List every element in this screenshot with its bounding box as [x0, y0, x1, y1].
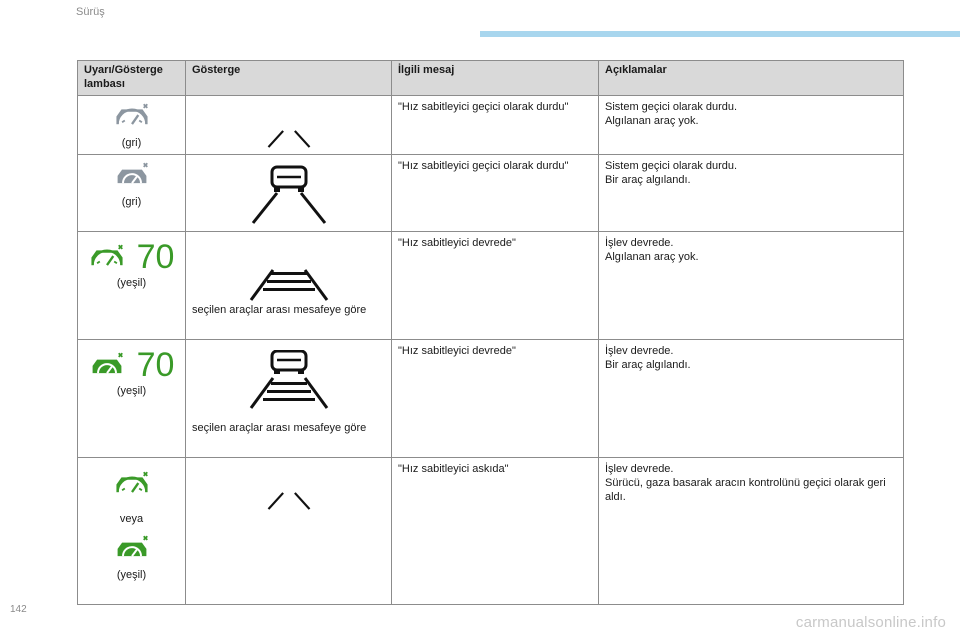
display-cell: [186, 458, 392, 605]
header-display: Gösterge: [186, 61, 392, 96]
table-row: [78, 232, 904, 340]
note-line: Bir araç algılandı.: [605, 359, 691, 371]
lamp-cell: [78, 340, 186, 458]
speed-value: 70: [136, 238, 175, 276]
table-row: [78, 340, 904, 458]
notes-cell: [599, 96, 904, 155]
message-cell: "Hız sabitleyici geçici olarak durdu": [392, 155, 599, 232]
table-row: [78, 155, 904, 232]
note-line: Sürücü, gaza basarak aracın kontrolünü geçici olarak geri aldı.: [605, 477, 886, 503]
lane-lines-icon: [239, 106, 339, 150]
notes-cell: [599, 458, 904, 605]
display-caption: seçilen araçlar arası mesafeye göre: [192, 422, 367, 434]
section-bar: [480, 31, 960, 37]
display-cell: [186, 96, 392, 155]
note-line: Sistem geçici olarak durdu.: [605, 101, 738, 113]
message-cell: "Hız sabitleyici geçici olarak durdu": [392, 96, 599, 155]
lamp-cell: [78, 96, 186, 155]
cruise-control-outline-icon: [114, 470, 150, 498]
lamp-caption: (yeşil): [116, 277, 147, 289]
lamp-caption: (yeşil): [116, 569, 147, 581]
lane-lines-icon: [239, 468, 339, 512]
lane-distance-bars-icon: [239, 242, 339, 302]
note-line: Sistem geçici olarak durdu.: [605, 160, 738, 172]
table-row: [78, 96, 904, 155]
cruise-control-outline-icon: [89, 243, 125, 271]
header-message: İlgili mesaj: [392, 61, 599, 96]
header-lamp: Uyarı/Gösterge lambası: [78, 61, 186, 96]
note-line: Bir araç algılandı.: [605, 174, 691, 186]
table-row: [78, 458, 904, 605]
lamp-cell: [78, 458, 186, 605]
table-header-row: [78, 61, 904, 96]
lamp-caption: (yeşil): [116, 385, 147, 397]
message-cell: "Hız sabitleyici askıda": [392, 458, 599, 605]
message-cell: "Hız sabitleyici devrede": [392, 340, 599, 458]
note-line: İşlev devrede.: [605, 237, 674, 249]
page-number: 142: [10, 604, 27, 615]
lamp-group: [84, 240, 179, 274]
lamp-group: [84, 348, 179, 382]
cruise-control-filled-icon: [114, 534, 150, 562]
lamp-caption: (gri): [121, 137, 142, 149]
note-line: İşlev devrede.: [605, 463, 674, 475]
lane-lines-car-icon: [239, 165, 339, 225]
lamp-cell: [78, 232, 186, 340]
watermark: carmanualsonline.info: [795, 614, 946, 631]
display-caption: seçilen araçlar arası mesafeye göre: [192, 304, 367, 316]
cruise-control-filled-icon: [89, 351, 125, 379]
note-line: Algılanan araç yok.: [605, 115, 699, 127]
note-line: Algılanan araç yok.: [605, 251, 699, 263]
cruise-control-table: [77, 60, 904, 605]
notes-cell: [599, 155, 904, 232]
lamp-or-label: veya: [119, 513, 144, 525]
cruise-control-filled-icon: [114, 161, 150, 189]
cruise-control-outline-icon: [114, 102, 150, 130]
notes-cell: [599, 232, 904, 340]
lane-distance-bars-car-icon: [239, 350, 339, 410]
lamp-cell: [78, 155, 186, 232]
header-notes: Açıklamalar: [599, 61, 904, 96]
display-cell: [186, 340, 392, 458]
display-cell: [186, 155, 392, 232]
speed-value: 70: [136, 346, 175, 384]
notes-cell: [599, 340, 904, 458]
message-cell: "Hız sabitleyici devrede": [392, 232, 599, 340]
section-title: Sürüş: [76, 6, 105, 18]
note-line: İşlev devrede.: [605, 345, 674, 357]
display-cell: [186, 232, 392, 340]
lamp-caption: (gri): [121, 196, 142, 208]
